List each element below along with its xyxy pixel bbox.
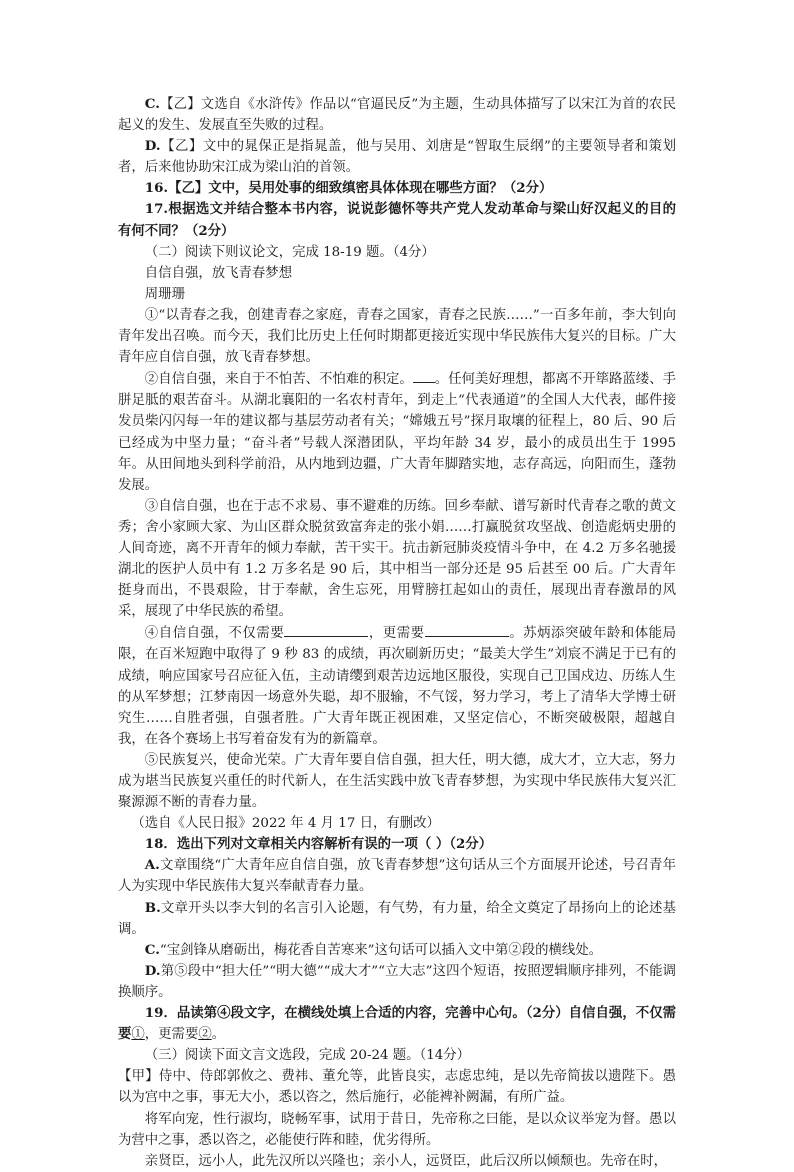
exam-page: [118, 94, 676, 1172]
article-title: 自信自强，放飞青春梦想: [144, 265, 293, 281]
option-text: “宝剑锋从磨砺出，梅花香自苦寒来”这句话可以插入文中第②段的横线处。: [159, 942, 603, 958]
option-label: B.: [144, 899, 161, 916]
article-paragraph-2: [118, 368, 676, 496]
option-label: A.: [144, 857, 160, 874]
article-source: （选自《人民日报》2022 年 4 月 17 日，有删改）: [131, 816, 440, 832]
fill-blank[interactable]: [413, 368, 435, 383]
section-2-heading: （二）阅读下则议论文，完成 18-19 题。（4分）: [144, 244, 435, 260]
article-paragraph-1: ①“以青春之我，创建青春之家庭，青春之国家，青春之民族……”一百多年前，李大钊向青年发出召唤。而今天，我们比历史上任何时期都更接近实现中华民族伟大复兴的目标。广大青年应自信自强，放飞青春梦想。: [118, 307, 676, 366]
paragraph-text: ②自信自强，来自于不怕苦、不怕难的积定。: [144, 372, 413, 388]
paragraph-text: 。苏炳添突破年龄和体能局限，在百米短跑中取得了 9 秒 83 的成绩，再次刷新历史；“最美大学生”刘宸不满足于已有的成绩，响应国家号召应征入伍，主动请缨到艰苦边远地区服役，实现自己卫国戍边、历练人生的从军梦想；江梦南因一场意外失聪，却不服输，不气馁，努力学习，考上了清华大学博士研究生……自胜者强，自强者胜。广大青年既正视困难，又坚定信心，不断突破极限，超越自我，在各个赛场上书写着奋发有为的新篇章。: [118, 626, 677, 747]
article-paragraph-4: [118, 622, 676, 750]
paragraph-text: 。任何美好理想，都离不开筚路蓝缕、手胼足胝的艰苦奋斗。从湖北襄阳的一名农村青年，到走上“代表通道”的全国人大代表，邮件接发员柴闪闪每一年的建议都与基层劳动者有关；“嫦娥五号”探月取壤的征程上，80 后、90 后已经成为中坚力量；“奋斗者”号载人深潜团队，平均年龄 34 岁，最小的成员出生于 1995 年。从田间地头到科学前沿，从内地到边疆，广大青年脚踏实地，志存高远，向阳而生，蓬勃发展。: [118, 372, 676, 493]
option-text: 第⑤段中“担大任”“明大德”“成大才”“立大志”这四个短语，按照逻辑顺序排列，不能调换顺序。: [118, 963, 676, 1000]
paragraph-text: ④自信自强，不仅需要: [144, 626, 285, 642]
classical-text-1: 【甲】侍中、侍郎郭攸之、费祎、董允等，此皆良实，志虑忠纯，是以先帝简拔以遗陛下。愚以为宫中之事，事无大小，悉以咨之，然后施行，必能裨补阙漏，有所广益。: [118, 1069, 676, 1106]
option-text: 文章开头以李大钊的名言引入论题，有气势，有力量，给全文奠定了昂扬向上的论述基调。: [118, 900, 676, 937]
option-text: 文章围绕“广大青年应自信自强，放飞青春梦想”这句话从三个方面展开论述，号召青年人为实现中华民族伟大复兴奉献青春力量。: [118, 858, 676, 895]
option-label: D.: [144, 962, 161, 979]
article-paragraph-3: ③自信自强，也在于志不求易、事不避难的历练。回乡奉献、谱写新时代青春之歌的黄文秀；舍小家顾大家、为山区群众脱贫致富奔走的张小娟……打赢脱贫攻坚战、创造彪炳史册的人间奇迹，离不开青年的倾力奉献，苦干实干。抗击新冠肺炎疫情斗争中，在 4.2 万多名驰援湖北的医护人员中有 1.2 万多名是 90 后，其中相当一部分还是 95 后甚至 00 后。广大青年挺身而出，不畏艰险，甘于奉献，舍生忘死，用臂膀扛起如山的责任，展现出青春激昂的风采，展现了中华民族的希望。: [118, 498, 676, 620]
blank-marker-2[interactable]: ②: [198, 1027, 212, 1043]
option-label: C.: [144, 941, 160, 958]
option-d-paragraph: [118, 136, 676, 178]
option-text: 【乙】文中的晁保正是指晁盖，他与吴用、刘唐是“智取生辰纲”的主要领导者和策划者，后来他协助宋江成为梁山泊的首领。: [118, 139, 676, 176]
question-18-option-b: [118, 898, 676, 940]
option-label: C.: [144, 96, 160, 112]
classical-text-2: 将军向宠，性行淑均，晓畅军事，试用于昔日，先帝称之曰能，是以众议举宠为督。愚以为营中之事，悉以咨之，必能使行阵和睦，优劣得所。: [118, 1111, 676, 1148]
question-18-option-d: [118, 961, 676, 1003]
paragraph-text: ，更需要: [368, 626, 425, 642]
fill-blank[interactable]: [284, 622, 368, 637]
fill-blank[interactable]: [425, 622, 509, 637]
question-text: ，更需要: [144, 1027, 199, 1043]
section-3-heading: （三）阅读下面文言文选段，完成 20-24 题。（14分）: [144, 1048, 471, 1064]
option-c-paragraph: [118, 94, 676, 136]
question-17: 17.根据选文并结合整本书内容，说说彭德怀等共产党人发动革命与梁山好汉起义的目的有何不同？（2分）: [118, 201, 676, 239]
question-18-option-a: [118, 855, 676, 897]
question-19: [118, 1003, 676, 1045]
question-18: 18．选出下列对文章相关内容解析有误的一项（ ）（2分）: [144, 836, 493, 853]
question-16: 16.【乙】文中，吴用处事的细致缜密具体体现在哪些方面？（2分）: [144, 180, 553, 197]
question-18-option-c: [118, 940, 676, 961]
classical-text-3: 亲贤臣，远小人，此先汉所以兴隆也；亲小人，远贤臣，此后汉所以倾颓也。先帝在时，: [144, 1153, 668, 1169]
option-text: 【乙】文选自《水浒传》作品以“官逼民反”为主题，生动具体描写了以宋江为首的农民起义的发生、发展直至失败的过程。: [118, 97, 676, 134]
article-author: 周珊珊: [144, 286, 185, 302]
question-text: 。: [211, 1027, 226, 1043]
article-paragraph-5: ⑤民族复兴，使命光荣。广大青年要自信自强，担大任，明大德，成大才，立大志，努力成为堪当民族复兴重任的时代新人，在生活实践中放飞青春梦想，为实现中华民族伟大复兴汇聚源源不断的青春力量。: [118, 752, 676, 811]
question-text: 19．品读第④段文字，在横线处填上合适的内容，完善中心句。（2分）自信自强，不仅需要: [118, 1005, 676, 1043]
blank-marker-1[interactable]: ①: [131, 1027, 145, 1043]
option-label: D.: [144, 138, 161, 155]
